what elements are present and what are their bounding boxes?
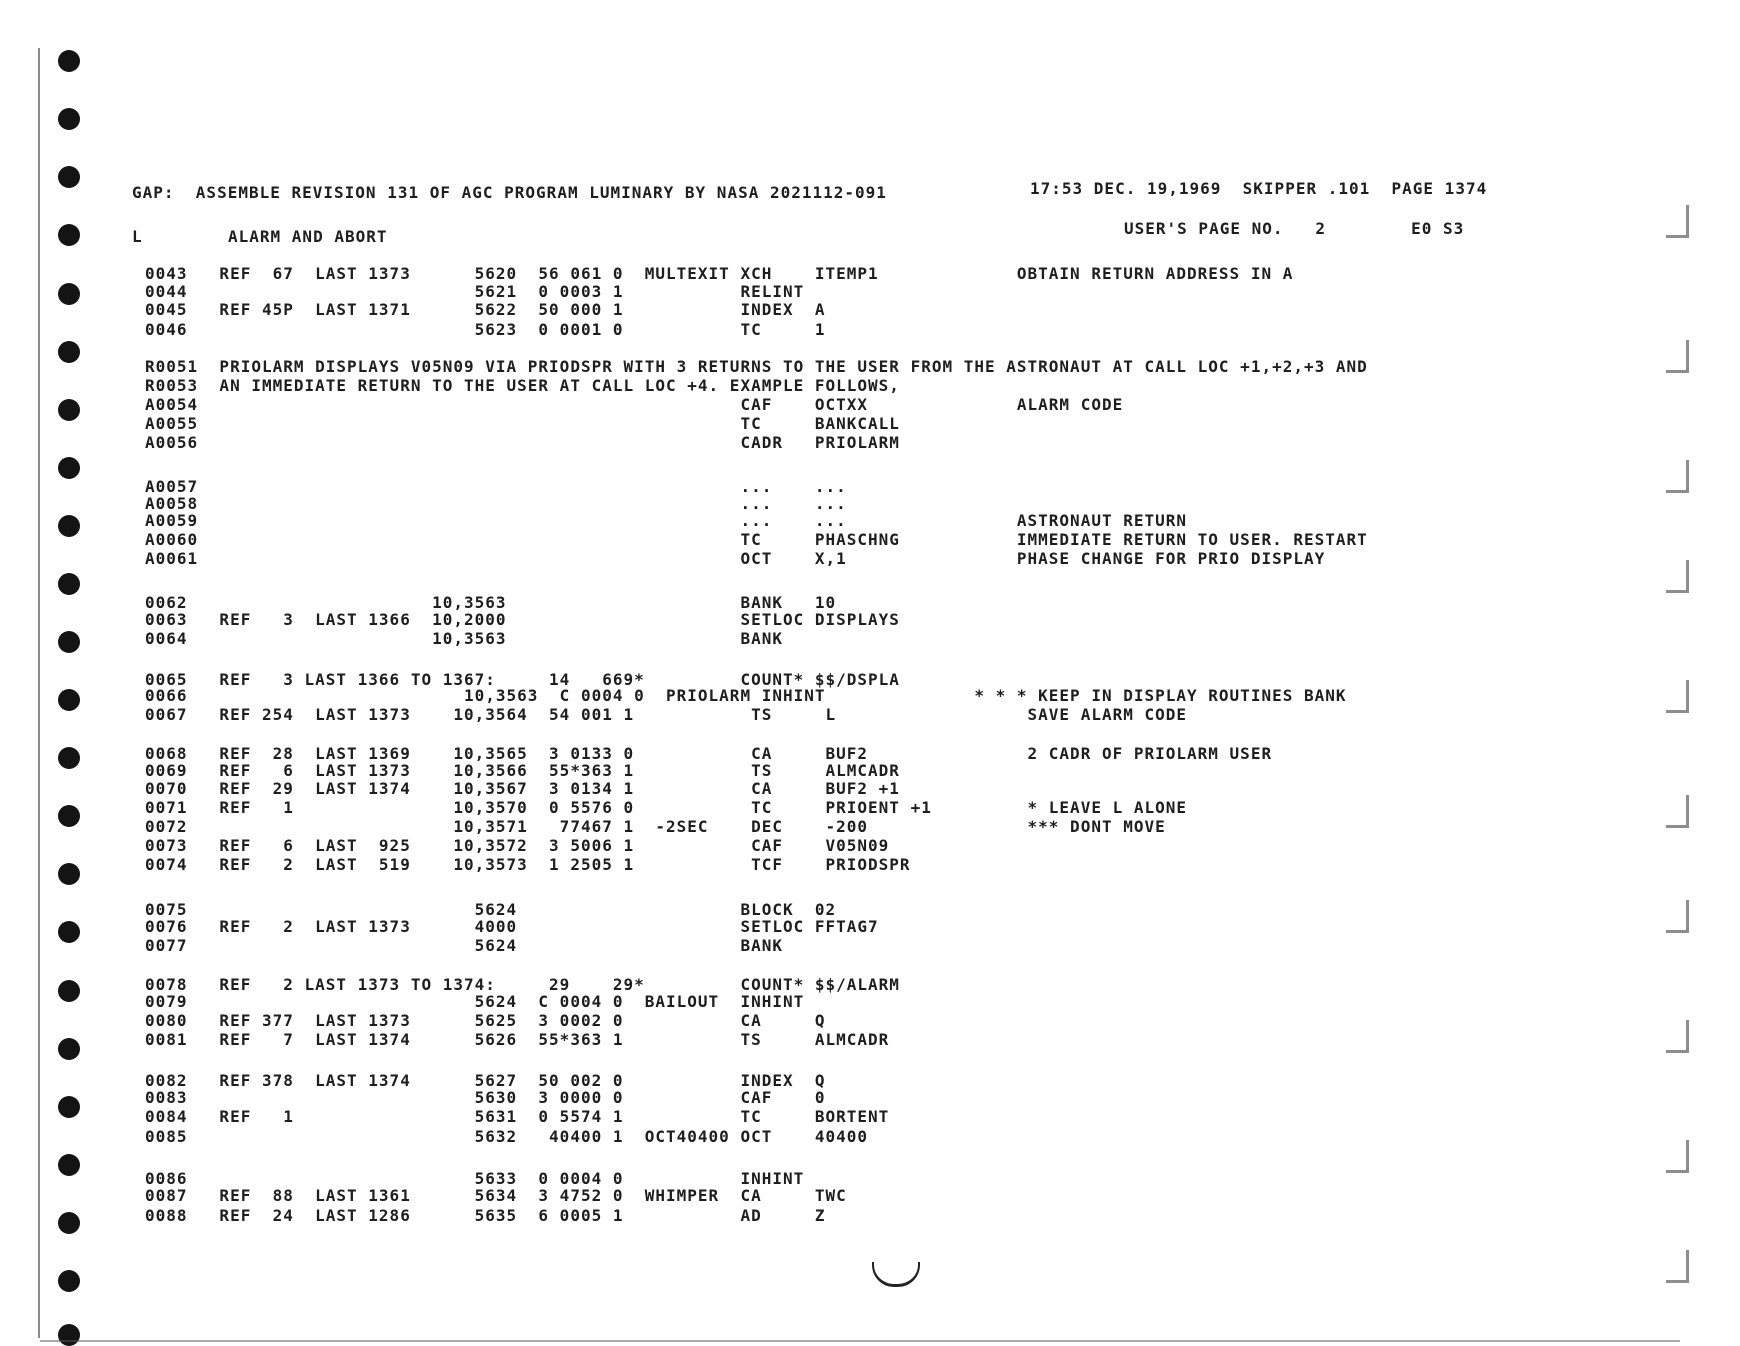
listing-line: 0066 10,3563 C 0004 0 PRIOLARM INHINT * * * KEEP IN DISPLAY ROUTINES BANK xyxy=(145,686,1347,705)
feed-hole-icon xyxy=(58,863,80,885)
listing-line: A0055 TC BANKCALL xyxy=(145,414,900,433)
listing-line: A0058 ... ... xyxy=(145,494,847,513)
listing-line: 0082 REF 378 LAST 1374 5627 50 002 0 INDEX Q xyxy=(145,1071,826,1090)
listing-line: A0057 ... ... xyxy=(145,477,847,496)
listing-line: 0065 REF 3 LAST 1366 TO 1367: 14 669* COUNT* $$/DSPLA xyxy=(145,670,900,689)
listing-line: 0086 5633 0 0004 0 INHINT xyxy=(145,1169,805,1188)
listing-line: 0045 REF 45P LAST 1371 5622 50 000 1 INDEX A xyxy=(145,300,826,319)
page-corner-mark xyxy=(872,1262,920,1287)
feed-hole-icon xyxy=(58,457,80,479)
listing-line: 0046 5623 0 0001 0 TC 1 xyxy=(145,320,826,339)
listing-line: 0043 REF 67 LAST 1373 5620 56 061 0 MULTEXIT XCH ITEMP1 OBTAIN RETURN ADDRESS IN A xyxy=(145,264,1294,283)
listing-line: 0074 REF 2 LAST 519 10,3573 1 2505 1 TCF PRIODSPR xyxy=(145,855,911,874)
listing-line: 0084 REF 1 5631 0 5574 1 TC BORTENT xyxy=(145,1107,890,1126)
user-page-number: USER'S PAGE NO. 2 E0 S3 xyxy=(1124,219,1465,238)
section-title: ALARM AND ABORT xyxy=(228,227,388,246)
feed-hole-icon xyxy=(58,50,80,72)
listing-line: 0062 10,3563 BANK 10 xyxy=(145,593,837,612)
listing-line: 0069 REF 6 LAST 1373 10,3566 55*363 1 TS ALMCADR xyxy=(145,761,900,780)
perforation-mark-icon xyxy=(1666,680,1689,713)
listing-line: 0081 REF 7 LAST 1374 5626 55*363 1 TS ALMCADR xyxy=(145,1030,890,1049)
listing-line: R0051 PRIOLARM DISPLAYS V05N09 VIA PRIODSPR WITH 3 RETURNS TO THE USER FROM THE ASTRONAUT AT CALL LOC +1,+2,+3 AND xyxy=(145,357,1368,376)
perforation-mark-icon xyxy=(1666,1020,1689,1053)
listing-line: 0078 REF 2 LAST 1373 TO 1374: 29 29* COUNT* $$/ALARM xyxy=(145,975,900,994)
perforation-mark-icon xyxy=(1666,1140,1689,1173)
listing-line: 0068 REF 28 LAST 1369 10,3565 3 0133 0 CA BUF2 2 CADR OF PRIOLARM USER xyxy=(145,744,1273,763)
perforation-mark-icon xyxy=(1666,460,1689,493)
header-listing-flag: L xyxy=(132,227,143,246)
listing-line: 0080 REF 377 LAST 1373 5625 3 0002 0 CA Q xyxy=(145,1011,826,1030)
feed-hole-icon xyxy=(58,1270,80,1292)
feed-hole-icon xyxy=(58,921,80,943)
listing-line: 0083 5630 3 0000 0 CAF 0 xyxy=(145,1088,826,1107)
feed-hole-icon xyxy=(58,224,80,246)
feed-hole-icon xyxy=(58,980,80,1002)
listing-line: R0053 AN IMMEDIATE RETURN TO THE USER AT CALL LOC +4. EXAMPLE FOLLOWS, xyxy=(145,376,900,395)
header-title: GAP: ASSEMBLE REVISION 131 OF AGC PROGRAM LUMINARY BY NASA 2021112-091 xyxy=(132,183,887,202)
listing-line: 0079 5624 C 0004 0 BAILOUT INHINT xyxy=(145,992,805,1011)
perforation-mark-icon xyxy=(1666,1250,1689,1283)
feed-hole-icon xyxy=(58,166,80,188)
feed-hole-icon xyxy=(58,1324,80,1346)
listing-line: A0054 CAF OCTXX ALARM CODE xyxy=(145,395,1124,414)
listing-line: A0056 CADR PRIOLARM xyxy=(145,433,900,452)
listing-line: A0059 ... ... ASTRONAUT RETURN xyxy=(145,511,1188,530)
listing-line: 0067 REF 254 LAST 1373 10,3564 54 001 1 TS L SAVE ALARM CODE xyxy=(145,705,1188,724)
feed-hole-icon xyxy=(58,1038,80,1060)
feed-hole-icon xyxy=(58,1096,80,1118)
perforation-mark-icon xyxy=(1666,795,1689,828)
listing-line: 0070 REF 29 LAST 1374 10,3567 3 0134 1 CA BUF2 +1 xyxy=(145,779,900,798)
feed-hole-icon xyxy=(58,341,80,363)
feed-hole-icon xyxy=(58,1154,80,1176)
listing-line: 0073 REF 6 LAST 925 10,3572 3 5006 1 CAF V05N09 xyxy=(145,836,890,855)
feed-hole-icon xyxy=(58,515,80,537)
listing-line: 0076 REF 2 LAST 1373 4000 SETLOC FFTAG7 xyxy=(145,917,879,936)
feed-hole-icon xyxy=(58,1212,80,1234)
listing-line: A0061 OCT X,1 PHASE CHANGE FOR PRIO DISPLAY xyxy=(145,549,1326,568)
listing-line: 0085 5632 40400 1 OCT40400 OCT 40400 xyxy=(145,1127,869,1146)
bottom-rule xyxy=(40,1340,1680,1342)
listing-line: 0072 10,3571 77467 1 -2SEC DEC -200 *** DONT MOVE xyxy=(145,817,1166,836)
listing-line: 0064 10,3563 BANK xyxy=(145,629,783,648)
perforation-mark-icon xyxy=(1666,205,1689,238)
feed-hole-icon xyxy=(58,283,80,305)
listing-line: 0063 REF 3 LAST 1366 10,2000 SETLOC DISPLAYS xyxy=(145,610,900,629)
paper-edge-line xyxy=(38,48,40,1338)
listing-line: 0071 REF 1 10,3570 0 5576 0 TC PRIOENT +1 * LEAVE L ALONE xyxy=(145,798,1188,817)
feed-hole-icon xyxy=(58,689,80,711)
perforation-mark-icon xyxy=(1666,340,1689,373)
feed-hole-icon xyxy=(58,747,80,769)
feed-hole-icon xyxy=(58,573,80,595)
listing-line: 0075 5624 BLOCK 02 xyxy=(145,900,837,919)
tractor-feed-margin xyxy=(0,0,100,1346)
listing-line: 0077 5624 BANK xyxy=(145,936,783,955)
feed-hole-icon xyxy=(58,399,80,421)
feed-hole-icon xyxy=(58,631,80,653)
perforation-mark-icon xyxy=(1666,560,1689,593)
header-timestamp: 17:53 DEC. 19,1969 SKIPPER .101 PAGE 1374 xyxy=(1030,179,1488,198)
feed-hole-icon xyxy=(58,108,80,130)
listing-line: 0044 5621 0 0003 1 RELINT xyxy=(145,282,805,301)
listing-line: 0088 REF 24 LAST 1286 5635 6 0005 1 AD Z xyxy=(145,1206,826,1225)
perforation-mark-icon xyxy=(1666,900,1689,933)
listing-line: 0087 REF 88 LAST 1361 5634 3 4752 0 WHIMPER CA TWC xyxy=(145,1186,847,1205)
listing-line: A0060 TC PHASCHNG IMMEDIATE RETURN TO USER. RESTART xyxy=(145,530,1368,549)
feed-hole-icon xyxy=(58,805,80,827)
